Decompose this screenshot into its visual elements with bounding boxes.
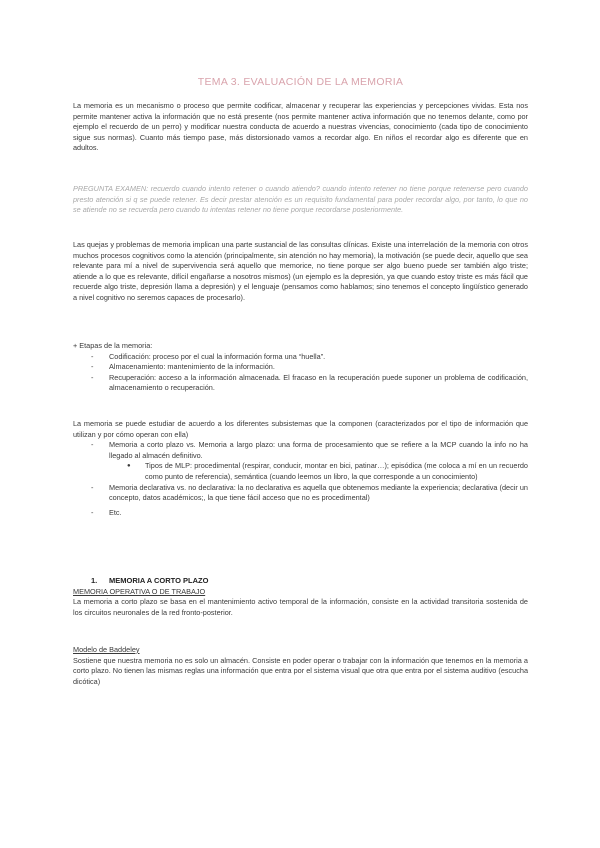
dash-marker: - — [91, 507, 94, 517]
stages-list — [73, 352, 528, 394]
baddeley-heading: Modelo de Baddeley — [73, 645, 140, 654]
list-item — [73, 352, 528, 363]
stages-section — [73, 341, 528, 394]
exam-note: PREGUNTA EXAMEN: recuerdo cuando intento retener o cuando atiendo? cuando intento retener no tiene porque retenerse pero cuando presto atención si q se puede retener. Es decir prestar atención es un requisito fundamental para poder recordar algo, por tanto, lo que no se atiende no se recuerda pero cuando tu intentas retener no tiene porque recordarse posteriormente. — [73, 184, 528, 215]
subsystems-intro: La memoria se puede estudiar de acuerdo a los diferentes subsistemas que la componen (caracterizados por el tipo de información que utilizan y por cómo operan con ella) — [73, 419, 528, 439]
dash-marker: - — [91, 482, 94, 492]
complaints-paragraph: Las quejas y problemas de memoria implican una parte sustancial de las consultas clínicas. Existe una interrelación de la memoria con otros muchos procesos cognitivos como la atención (principalmente, sin atención no hay memoria), la motivación (se puede decir, aquello que sea relevante para mí a nivel de supervivencia será aquello que memorice, no tiene porque ser algo bueno puede ser también algo triste; atiende a lo que es relevante, difícil engañarse a nosotros mismos) (un ejemplo es la depresión, ya que cuando estoy triste es más fácil que recuerde algo triste, depresión llama a depresión) y el lenguaje (pensamos como hablamos; sino tenemos el concepto lingüístico generado a nivel cognitivo no seremos capaces de procesarlo). — [73, 240, 528, 302]
baddeley-section — [73, 645, 528, 687]
subsystems-section — [73, 419, 528, 518]
dash-marker: - — [91, 372, 94, 382]
list-item — [109, 461, 528, 482]
page-title: TEMA 3. EVALUACIÓN DE LA MEMORIA — [197, 76, 404, 88]
subsystem-corto-largo: Memoria a corto plazo vs. Memoria a largo plazo: una forma de procesamiento que se refiere a la MCP cuando la info no ha llegado al almacén definitivo. — [109, 440, 528, 460]
list-item — [73, 483, 528, 504]
subsystems-list-cont — [73, 483, 528, 519]
list-item — [73, 362, 528, 373]
subsystem-declarativa: Memoria declarativa vs. no declarativa: la no declarativa es aquella que obtenemos mediante la experiencia; declarativa (decir un concepto, datos académicos;, la que tiene fácil acceso que no es procedimental) — [109, 482, 528, 503]
bullet-marker: ● — [127, 463, 131, 470]
stages-heading: + Etapas de la memoria: — [73, 341, 153, 350]
section-corto-plazo — [73, 576, 528, 618]
section-subheading: MEMORIA OPERATIVA O DE TRABAJO — [73, 586, 206, 596]
stage-recuperacion: Recuperación: acceso a la información almacenada. El fracaso en la recuperación puede suponer un problema de codificación, almacenamiento o recuperación. — [109, 372, 528, 393]
section-paragraph: La memoria a corto plazo se basa en el mantenimiento activo temporal de la información, consiste en la actividad transitoria sostenida de los circuitos neuronales de la red fronto-posterior. — [73, 597, 528, 617]
complaints-block — [73, 240, 528, 304]
intro-paragraph-block — [73, 101, 528, 154]
intro-paragraph: La memoria es un mecanismo o proceso que permite codificar, almacenar y recuperar las experiencias y percepciones vividas. Esta nos permite mantener activa la información que no está presente (nos permite mantener activa información que no tenemos delante, como por ejemplo el recuerdo de un perro) y modificar nuestra conducta de acuerdo a nuestras vivencias, conocimiento (cada tipo de conocimiento sigue sus normas). Cuanto más tiempo pase, más distorsionado vamos a recordar algo. En niños el recordar algo es diferente que en adultos. — [73, 101, 528, 153]
baddeley-paragraph: Sostiene que nuestra memoria no es solo un almacén. Consiste en poder operar o trabajar con la información que tenemos en la memoria a corto plazo. No tienen las mismas reglas una información que entra por el sistema visual que otra que entra por el sistema auditivo (escucha dicótica) — [73, 655, 528, 686]
subsystems-list — [73, 440, 528, 461]
list-item — [73, 440, 528, 461]
section-title: MEMORIA A CORTO PLAZO — [109, 576, 209, 585]
subsystem-etc: Etc. — [109, 507, 122, 517]
stage-almacenamiento: Almacenamiento: mantenimiento de la información. — [109, 362, 275, 372]
section-heading — [73, 576, 528, 587]
mlp-types: Tipos de MLP: procedimental (respirar, conducir, montar en bici, patinar…); episódica (me coloca a mí en un recuerdo como punto de referencia), semántica (cuando leemos un libro, la que corresponde a un conocimiento) — [145, 461, 528, 481]
list-item — [73, 508, 528, 519]
section-number: 1. — [91, 576, 98, 585]
dash-marker: - — [91, 440, 94, 450]
list-item — [73, 373, 528, 394]
stage-codificacion: Codificación: proceso por el cual la información forma una “huella”. — [109, 351, 326, 361]
exam-note-block — [73, 184, 528, 216]
mlp-types-list — [73, 461, 528, 482]
dash-marker: - — [91, 362, 94, 372]
dash-marker: - — [91, 351, 94, 361]
